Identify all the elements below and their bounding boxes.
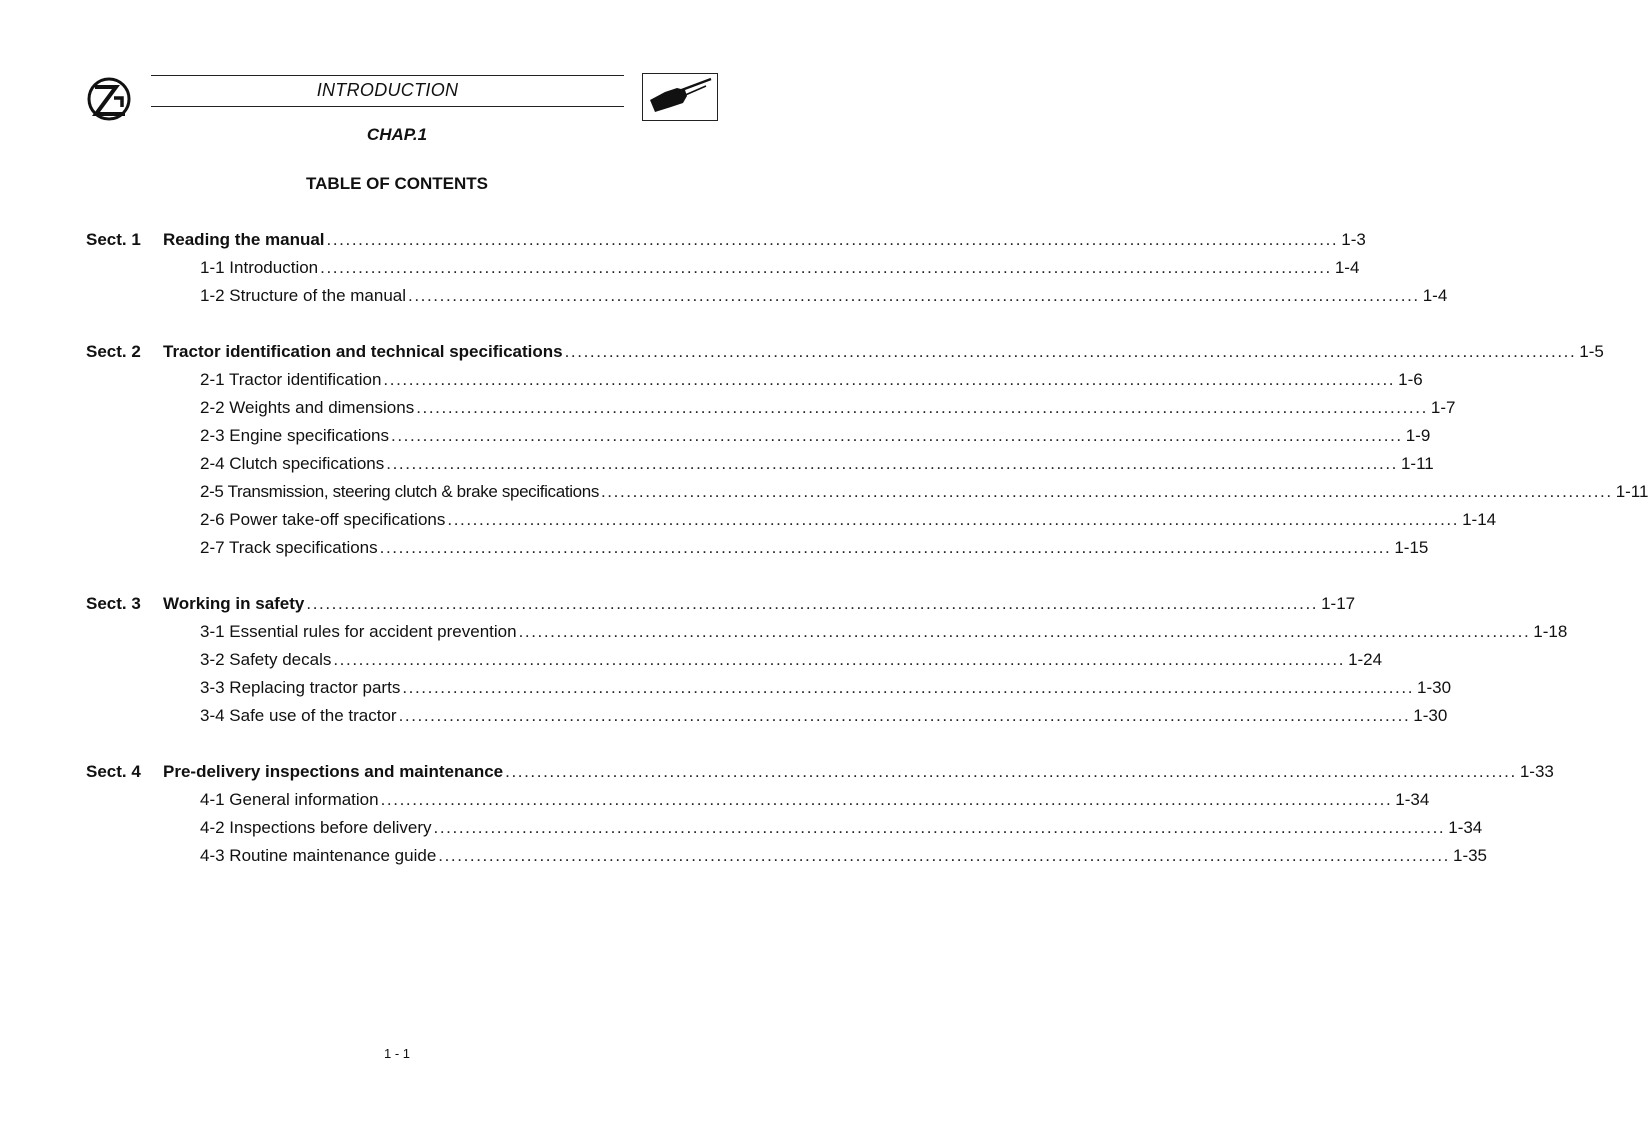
item-title: 4-1 General information [200, 790, 379, 809]
dot-leader: ................................................................................................................................................................ [383, 370, 1396, 389]
dot-leader: ................................................................................................................................................................ [391, 426, 1403, 445]
page-number: 1-14 [1462, 510, 1497, 529]
toc-item-row[interactable] [86, 506, 1497, 534]
section-label: Sect. 4 [86, 762, 141, 781]
header-rule-top [151, 75, 624, 76]
item-title: 3-1 Essential rules for accident prevention [200, 622, 517, 641]
brand-logo-icon [85, 76, 133, 122]
page-number: 1-6 [1398, 370, 1423, 389]
dot-leader: ................................................................................................................................................................ [518, 622, 1531, 641]
hand-pointing-icon [642, 73, 718, 121]
item-title: 3-4 Safe use of the tractor [200, 706, 397, 725]
dot-leader: ................................................................................................................................................................ [386, 454, 1398, 473]
toc-item-row[interactable] [86, 366, 1423, 394]
dot-leader: ................................................................................................................................................................ [505, 762, 1517, 781]
page-number: 1-11 [1400, 454, 1434, 473]
toc-section-row[interactable] [86, 226, 1366, 254]
item-title: 2-6 Power take-off specifications [200, 510, 446, 529]
section-label: Sect. 2 [86, 342, 141, 361]
item-title: 4-3 Routine maintenance guide [200, 846, 437, 865]
item-title: 2-3 Engine specifications [200, 426, 390, 445]
page-number: 1-4 [1334, 258, 1360, 277]
item-title: 2-4 Clutch specifications [200, 454, 385, 473]
item-title: 4-2 Inspections before delivery [200, 818, 432, 837]
page-number: 1-5 [1579, 342, 1604, 361]
item-title: 3-2 Safety decals [200, 650, 332, 669]
toc-item-row[interactable] [86, 282, 1448, 310]
item-title: 2-2 Weights and dimensions [200, 398, 415, 417]
dot-leader: ................................................................................................................................................................ [326, 230, 1339, 249]
section-title: Pre-delivery inspections and maintenance [163, 762, 504, 781]
dot-leader: ................................................................................................................................................................ [416, 398, 1428, 417]
dot-leader: ................................................................................................................................................................ [408, 286, 1420, 305]
page-number: 1-3 [1341, 230, 1366, 249]
page-number: 1-9 [1405, 426, 1431, 445]
dot-leader: ................................................................................................................................................................ [306, 594, 1319, 613]
dot-leader: ................................................................................................................................................................ [333, 650, 1346, 669]
dot-leader: ................................................................................................................................................................ [379, 538, 1392, 557]
header-rule-bottom [151, 106, 624, 107]
chapter-label: CHAP.1 [366, 125, 428, 144]
toc-item-row[interactable] [86, 478, 1648, 506]
toc-item-row[interactable] [86, 534, 1429, 562]
section-title: Reading the manual [163, 230, 325, 249]
toc-item-row[interactable] [86, 842, 1488, 870]
page-number: 1-34 [1395, 790, 1430, 809]
dot-leader: ................................................................................................................................................................ [320, 258, 1332, 277]
page-number: 1-11 [1615, 482, 1648, 501]
toc-item-row[interactable] [86, 646, 1383, 674]
page-number: 1-30 [1413, 706, 1448, 725]
table-of-contents [86, 226, 1648, 870]
page-footer-number: 1 - 1 [383, 1046, 410, 1061]
toc-item-row[interactable] [86, 702, 1448, 730]
dot-leader: ................................................................................................................................................................ [564, 342, 1577, 361]
page-title: TABLE OF CONTENTS [306, 174, 488, 193]
toc-item-row[interactable] [86, 254, 1360, 282]
toc-item-row[interactable] [86, 814, 1483, 842]
page-number: 1-34 [1448, 818, 1483, 837]
toc-item-row[interactable] [86, 422, 1431, 450]
toc-section-row[interactable] [86, 590, 1356, 618]
toc-item-row[interactable] [86, 618, 1568, 646]
item-title: 2-5 Transmission, steering clutch & brake specifications [200, 482, 599, 501]
dot-leader: ................................................................................................................................................................ [380, 790, 1393, 809]
page-number: 1-30 [1417, 678, 1452, 697]
page-number: 1-24 [1348, 650, 1383, 669]
section-label: Sect. 1 [86, 230, 141, 249]
toc-section-row[interactable] [86, 758, 1554, 786]
section-title: Tractor identification and technical specifications [163, 342, 563, 361]
item-title: 2-1 Tractor identification [200, 370, 382, 389]
item-title: 3-3 Replacing tractor parts [200, 678, 401, 697]
page-number: 1-18 [1533, 622, 1568, 641]
section-label: Sect. 3 [86, 594, 141, 613]
page-number: 1-15 [1394, 538, 1429, 557]
toc-item-row[interactable] [86, 674, 1452, 702]
dot-leader: ................................................................................................................................................................ [402, 678, 1415, 697]
page-number: 1-33 [1519, 762, 1554, 781]
item-title: 1-2 Structure of the manual [200, 286, 407, 305]
page-number: 1-35 [1452, 846, 1488, 865]
toc-item-row[interactable] [86, 450, 1434, 478]
dot-leader: ................................................................................................................................................................ [438, 846, 1450, 865]
dot-leader: ................................................................................................................................................................ [600, 482, 1613, 501]
toc-item-row[interactable] [86, 786, 1430, 814]
page-number: 1-7 [1430, 398, 1456, 417]
item-title: 1-1 Introduction [200, 258, 319, 277]
page-number: 1-4 [1422, 286, 1448, 305]
dot-leader: ................................................................................................................................................................ [433, 818, 1446, 837]
toc-section-row[interactable] [86, 338, 1604, 366]
item-title: 2-7 Track specifications [200, 538, 378, 557]
header-title: INTRODUCTION [316, 80, 459, 100]
section-title: Working in safety [163, 594, 305, 613]
dot-leader: ................................................................................................................................................................ [447, 510, 1460, 529]
toc-item-row[interactable] [86, 394, 1456, 422]
dot-leader: ................................................................................................................................................................ [398, 706, 1411, 725]
page-number: 1-17 [1321, 594, 1356, 613]
